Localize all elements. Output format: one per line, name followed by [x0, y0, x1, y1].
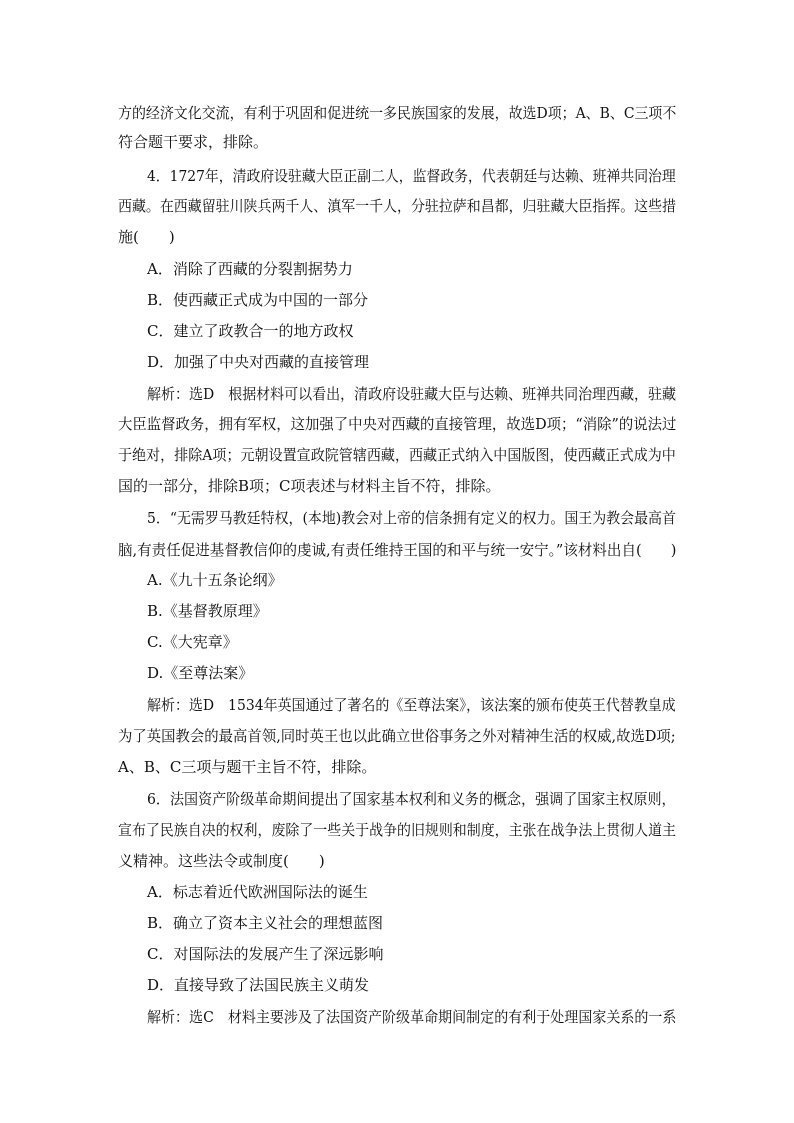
question-5-option-b: B.《基督教原理》 — [147, 602, 268, 620]
question-4-option-b: B．使西藏正式成为中国的一部分 — [147, 291, 369, 309]
question-5-stem: 脑,有责任促进基督教信仰的虔诚,有责任维持王国的和平与统一安宁。”该材料出自( ) — [118, 541, 677, 559]
paragraph-line: 方的经济文化交流，有利于巩固和促进统一多民族国家的发展，故选D项；A、B、C三项不 — [118, 104, 677, 122]
question-6-stem: 义精神。这些法令或制度( ) — [118, 852, 325, 870]
question-4-analysis: 于绝对，排除A项；元朝设置宣政院管辖西藏，西藏正式纳入中国版图，使西藏正式成为中 — [118, 446, 676, 464]
question-4-analysis: 解析：选D 根据材料可以看出，清政府设驻藏大臣与达赖、班禅共同治理西藏，驻藏 — [147, 385, 677, 403]
question-4-stem: 4．1727年，清政府设驻藏大臣正副二人，监督政务，代表朝廷与达赖、班禅共同治理 — [147, 167, 676, 185]
question-5-option-a: A.《九十五条论纲》 — [147, 571, 283, 589]
question-6-analysis: 解析：选C 材料主要涉及了法国资产阶级革命期间制定的有利于处理国家关系的一系 — [147, 1008, 677, 1026]
question-5-analysis: 解析：选D 1534年英国通过了著名的《至尊法案》，该法案的颁布使英王代替教皇成 — [147, 696, 676, 714]
question-4-stem: 西藏。在西藏留驻川陕兵两千人、滇军一千人，分驻拉萨和昌都，归驻藏大臣指挥。这些措 — [118, 197, 677, 215]
question-6-option-c: C．对国际法的发展产生了深远影响 — [147, 945, 384, 963]
question-4-analysis: 大臣监督政务，拥有军权，这加强了中央对西藏的直接管理，故选D项；“消除”的说法过 — [118, 415, 677, 433]
question-4-option-c: C．建立了政教合一的地方政权 — [147, 322, 354, 340]
question-5-stem: 5．“无需罗马教廷特权，(本地)教会对上帝的信条拥有定义的权力。国王为教会最高首 — [147, 509, 676, 527]
question-6-option-b: B．确立了资本主义社会的理想蓝图 — [147, 914, 384, 932]
question-5-option-c: C.《大宪章》 — [147, 633, 238, 651]
question-4-option-d: D．加强了中央对西藏的直接管理 — [147, 353, 370, 371]
question-6-option-d: D．直接导致了法国民族主义萌发 — [147, 976, 370, 994]
question-6-option-a: A．标志着近代欧洲国际法的诞生 — [147, 883, 368, 901]
question-4-analysis: 国的一部分，排除B项；C项表述与材料主旨不符，排除。 — [118, 477, 501, 495]
question-4-option-a: A．消除了西藏的分裂割据势力 — [147, 260, 353, 278]
question-6-stem: 宣布了民族自决的权利，废除了一些关于战争的旧规则和制度，主张在战争法上贯彻人道主 — [118, 821, 677, 839]
question-4-stem: 施( ) — [118, 228, 175, 246]
question-5-analysis: 为了英国教会的最高首领,同时英王也以此确立世俗事务之外对精神生活的权威,故选D项; — [118, 727, 676, 745]
question-5-option-d: D.《至尊法案》 — [147, 664, 254, 682]
question-5-analysis: A、B、C三项与题干主旨不符，排除。 — [118, 758, 377, 776]
question-6-stem: 6．法国资产阶级革命期间提出了国家基本权利和义务的概念，强调了国家主权原则， — [147, 790, 676, 808]
paragraph-line: 符合题干要求，排除。 — [118, 133, 269, 151]
